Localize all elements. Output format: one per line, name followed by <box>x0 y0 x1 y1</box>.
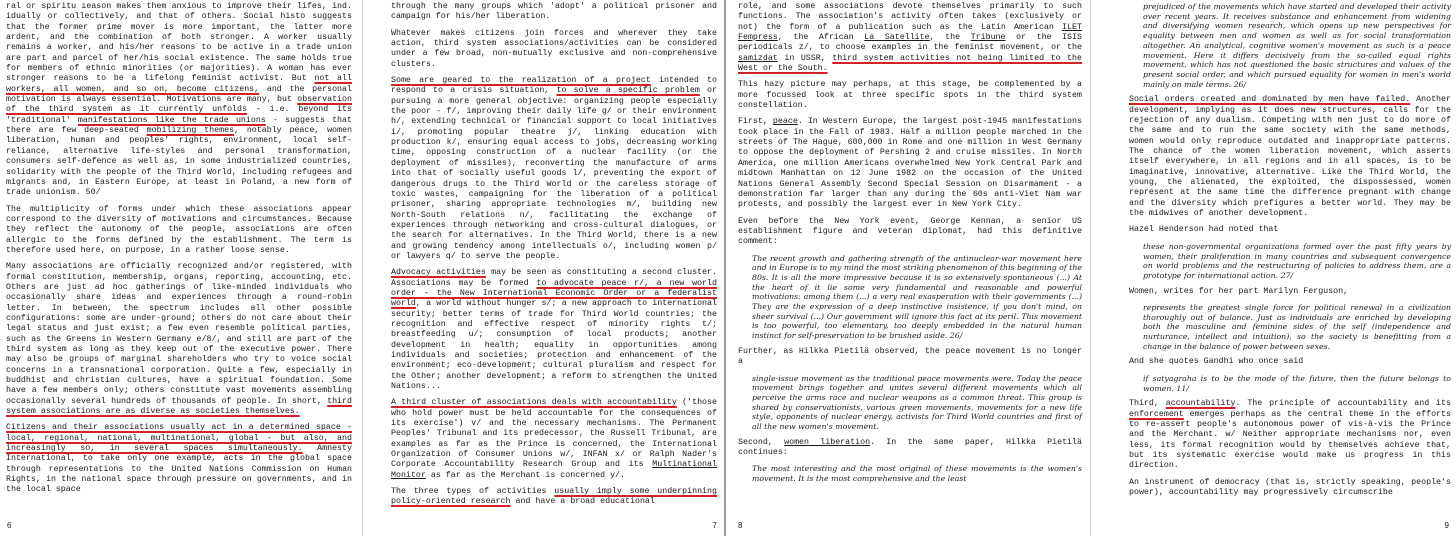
body-paragraph <box>391 76 717 262</box>
text-run: , the African <box>777 33 865 43</box>
text-run: or the ISIS periodicals z/, to choose examples in the feminist movement, or the <box>738 33 1082 53</box>
text-run: prejudiced of the movements which have started and developed their activity over recent years. It receives substance and enhancement from widening and diversifying women research, which opens up new perspectives for equality between men and women as well as for social transformation altogether. An analytical, cognitive women's movement as such is a peace movement. Here it differs decisively from the so-called equal rights movement, which has not questioned the basic structures and values of the present social order, and which pursued equality for women in men's world mainly on male terms. 26/ <box>1143 2 1451 89</box>
text-run: . The principle of accountability and its <box>1235 399 1451 409</box>
body-paragraph <box>1129 399 1451 471</box>
highlighted-phrase: Social orders created and dominated by men have failed. <box>1129 95 1411 105</box>
text-run: Third, <box>1129 399 1166 409</box>
page-number: 6 <box>7 521 12 530</box>
block-quote <box>752 254 1082 341</box>
body-paragraph <box>1129 287 1451 297</box>
text-run: Women, writes for her part Marilyn Ferguson, <box>1129 286 1349 296</box>
block-quote <box>1143 2 1451 89</box>
highlighted-phrase: third system associations are as diverse as societies themselves. <box>6 396 352 417</box>
body-paragraph <box>738 2 1082 74</box>
page-9-text-column <box>1129 2 1451 504</box>
text-run: - suggests that there are few deep-seated <box>6 115 352 136</box>
text-run: An instrument of democracy (that is, strictly speaking, people's power), accountability may progressively circumscribe <box>1129 477 1451 497</box>
underlined-title: women liberation <box>784 437 871 447</box>
highlighted-phrase: Citizens and their associations usually act in a determined space - local, regional, national, multinational, global - but also, and increasingly so, in several spaces simultaneously. <box>6 423 352 454</box>
text-run: The recent growth and gathering strength of the antinuclear-war movement here and in Europe is to my mind the most striking phenomenon of this beginning of the 80s. It is all the more impressive because it is so extensively spontaneous (...) At the heart of it lie some very fundamental and reasonable and powerful motivations: among them (...) a very real exasperation with their governments (...) They are the expression of a deep instinctive insistence, if you don't mind, on sheer survival (...) Our government will ignore this fact at its peril. This movement is too powerful, too elementary, too deeply embedded in the natural human instinct for self-preservation to be brushed aside. 26/ <box>752 253 1082 341</box>
text-run: intended to respond to a crisis situation, <box>391 76 718 96</box>
block-quote <box>1143 303 1451 352</box>
text-run: in USSR, <box>777 53 833 63</box>
text-run: ral or spiritu ıeason makes them anxious to improve their lifes, ind. idually or collectively, and that of others. Social histo suggests that the former prime mover is more important, the latter more ardent, and the combination of both stronger. A worker usually remains a worker, and his/her reasons to be active in a trade union are part and parcel of her/his social existence. The same holds true for members of ethnic minorities (or majorities). A woman has ever stronger reasons to be a lifelong feminist activist. But <box>6 2 352 84</box>
text-run: ('those who hold power must be held accountable for the consequences of its exercise') v/ and the necessary mechanisms. The Permanent Peoples' Tribunal and its predecessor, the Russell Tribunal, are examples as far as the Prince is concerned, the International Organization of Consumer Unions w/, INFAN x/ or Ralph Nader's Corporate Accountability Research Group and its <box>391 398 717 470</box>
body-paragraph <box>1129 225 1451 235</box>
body-paragraph <box>6 262 352 417</box>
highlighted-phrase: observation of the third system as it currently unfolds <box>6 95 352 115</box>
text-run: . In the same paper, Hilkka Pietilä continues: <box>738 437 1082 458</box>
page-9 <box>1090 0 1456 536</box>
highlighted-phrase: third system activities not being limited to the West or the South. <box>738 53 1082 74</box>
page-8-text-column <box>738 2 1082 490</box>
body-paragraph <box>6 205 352 257</box>
text-run: as far as the Merchant is concerned y/. <box>425 470 626 480</box>
page-number: 9 <box>1444 521 1449 530</box>
body-paragraph <box>391 487 717 508</box>
text-run: , the <box>929 33 971 43</box>
block-quote <box>752 374 1082 432</box>
text-run: or pursuing a more general objective: organizing people especially the poor - f/, improving their daily life g/ or their environment h/, extending technical or financial support to local initiatives i/, promoting popular theatre j/, linking education with production k/, ensuring equal access to jobs, decreasing working time, opposing construction of a nuclear facility (or the deployment of missiles), reconverting the manufacture of arms into that of socially useful goods l/, preventing the export of dangerous drugs to the Third World or the careless storage of toxic wastes, campaigning for the liberation of a political prisoner, sharing appropriate technologies m/, building new North-South relations n/, facilitating the exchange of experiences through networking and cross-cultural dialogues, or the search for alternatives. In the Third World, there is a new and growing tendency among intellectuals o/, including women p/ or lawyers q/ to serve the people. <box>391 86 717 261</box>
text-run: Hazel Henderson had noted that <box>1129 225 1279 235</box>
body-paragraph <box>1129 357 1451 367</box>
body-paragraph <box>6 423 352 495</box>
body-paragraph <box>391 2 717 23</box>
text-run: if satyagraha is to be the mode of the future, then the future belongs to women. 11/ <box>1143 373 1451 393</box>
body-paragraph <box>738 80 1082 111</box>
body-paragraph <box>1129 478 1451 499</box>
text-run: , a world without hunger s/; a new approach to international security; better terms of trade for Third World countries; the recognition and effective respect of minority rights t/; breastfeeding u/; consumption of local products; another development in health; equality in opportunities among individuals and societies; protection and enhancement of the environment; eco-development; cultural pluralism and respect for the Other; another development; a reform to strengthen the United Nations... <box>391 299 717 392</box>
highlighted-phrase: to advocate peace r/, a new world order - the New International Economic Order or a federalist world <box>391 278 717 309</box>
text-run: single-issue movement as the traditional peace movements were. Today the peace movement brings together and unites several different movements which all perceive the arms race and nuclear weapons as a common threat. This group is shared by conservationists, various green movements, movements for a new life style, opponents of nuclear energy, activists for Third World countries and first of all the new women's movement. <box>752 373 1082 432</box>
text-run: - i.e. beyond its 'traditional' <box>6 105 352 125</box>
highlighted-phrase: not all workers, all women, and so on, become citizens, <box>6 74 352 94</box>
underlined-title: La Satellite <box>864 33 930 43</box>
text-run: . In Western Europe, the largest post-1945 manifestations took place in the Fall of 1983. Half a million people marched in the streets of The Hague, 600,000 in Rome and one million in West Germany to oppose the deployment of Pershing 2 and cruise missiles. In North America, one million Americans overwhelmed New York Central Park and midtown Manhattan on 12 June 1982 on the occasion of the United Nations General Assembly Second Special Session on Disarmament - a demonstration far larger than any during the 60s anti-Viet Nam war protests, and possibly the largest ever in New York City. <box>738 117 1082 210</box>
text-run: these non-governmental organizations formed over the past fifty years by women, their proliferation in many countries and subsequent convergence on world problems and the restructuring of policies to address them, are a prototype for international action. 27/ <box>1143 241 1451 280</box>
text-run: Amnesty International, to take only one example, acts in the global space through representations to the United Nations Commission on Human Rights, in the national space through pressure on governments, and in the local space <box>6 444 352 495</box>
block-quote <box>1143 374 1451 393</box>
highlighted-phrase: usually imply some underpinning policy-oriented research <box>391 487 717 507</box>
text-run: and have a broad educational <box>510 497 655 507</box>
text-run: Many associations are officially recognized and/or registered, with formal constitution, membership, organs, reporting, accounting, etc. Others are just ad hoc gatherings of like-minded individuals who occasionally share ideas and experiences through a round-robin letter. In between, the spectrum includes all other possible configurations: some are under-ground; others do not care about their legal status and just exist; a few even resemble political parties, such as the Greens in Western Germany e/8/, and still are part of the third system as long as they keep out of the executive power. There may also be groups of marginal shareholders who try to voice social concerns in a transnational corporation. Quite a few, especially in buddhist and christian cultures, have a spiritual foundation. Some have a few members only; others constitute vast movements assembling occasionally several hundreds of thousands of people. In short, <box>6 262 352 406</box>
body-paragraph <box>6 2 352 199</box>
page-6 <box>0 0 362 536</box>
underlined-title: samizdat <box>738 53 778 63</box>
underlined-title: ILET Fempress <box>738 22 1082 43</box>
text-run: , notably peace, women liberation, human and peoples' rights, environment, local self-reliance, alternative life-styles and personal transformation, consumers self-defence as well as, in some industrialized countries, solidarity with the people of the Third World, including refugees and migrants and, in Eastern Europe, at least in Poland, a new form of trade unionism. 50/ <box>6 126 352 198</box>
text-run: The multiplicity of forms under which these associations appear correspond to the diversity of motivations and circumstances. Because they reflect the autonomy of the people, associations are often allergic to the forms defined by the establishment. The term is therefore used here, on purpose, in a rather loose sense. <box>6 204 352 255</box>
text-run: Second, <box>738 437 785 447</box>
text-run: may be seen as constituting a second cluster. Associations may be formed <box>391 268 717 288</box>
highlighted-phrase: Advocacy activities <box>391 268 486 278</box>
text-run: And she quotes Gandhi who once said <box>1129 357 1304 367</box>
highlighted-phrase: Some are geared to the realization of a project <box>391 76 651 86</box>
text-run: Whatever makes citizens join forces and wherever they take action, third system associations/activities can be considered under a few broad, non-mutually exclusive and non-comprehensive clusters. <box>391 28 717 69</box>
text-run: represents the greatest single force for political renewal in a civilization thoroughly out of balance. Just as individuals are enriched by developing both the masculine and feminine sides of the self (independence and nurturance, intellect and intuition), so the society is benefitting from a change in the balance of power between sexes. <box>1143 302 1451 351</box>
body-paragraph <box>391 268 717 392</box>
body-paragraph <box>738 347 1082 368</box>
body-paragraph <box>738 217 1082 248</box>
text-run: First, <box>738 117 773 127</box>
text-run: The three types of activities <box>391 487 555 497</box>
text-run: Another development, implying as it does new structures, calls for the rejection of any dualism. Competing with men just to do more of the same and to run the same society with the same methods, women would only reproduce outdated and inappropriate patterns. The chance of the women liberation movement, which asserts itself everywhere, in all regions and in all spaces, is to be imaginative, innovative, alternative. Like the Third World, the young, the alienated, the exploited, the dispossessed, women represent at the same time the difference pregnant with change and the diversity which prefigures a better world. They may be the midwives of another development. <box>1129 95 1451 219</box>
text-run: emerges perhaps as the central theme in the efforts to re-assert people's autonomous power of vis-à-vis the Prince and the Merchant. w/ Neither appropriate mechanisms nor, even less, its formal recognition would by themselves achieve that, but its systematic exercise would make us progress in this direction. <box>1129 409 1451 471</box>
text-run: Further, as Hilkka Pietilä observed, the peace movement is no longer a <box>738 346 1082 367</box>
highlighted-phrase: A third cluster of associations deals with accountability <box>391 398 677 408</box>
page-number: 8 <box>738 521 743 530</box>
highlighted-phrase: enforcement <box>1129 409 1184 419</box>
highlighted-phrase: mobilizing themes <box>146 126 235 136</box>
underlined-title: Tribune <box>970 33 1006 43</box>
highlighted-phrase: manifestations like the trade unions <box>77 115 266 125</box>
text-run: The most interesting and the most original of these movements is the women's movement. It is the most comprehensive and the least <box>752 464 1082 484</box>
page-8 <box>724 0 1092 536</box>
page-7 <box>362 0 725 536</box>
text-run: Even before the New York event, George Kennan, a senior US establishment figure and veteran diplomat, had this definitive comment: <box>738 216 1082 247</box>
block-quote <box>1143 242 1451 281</box>
text-run: through the many groups which 'adopt' a political prisoner and campaign for his/her liberation. <box>391 2 717 22</box>
text-run: role, and some associations devote themselves primarily to such functions. The association's activity often takes (exclusively or not) the form of a publication such as the Latin American <box>738 2 1082 32</box>
body-paragraph <box>391 29 717 70</box>
underlined-title: peace <box>772 117 798 127</box>
body-paragraph <box>738 438 1082 459</box>
page-6-text-column <box>6 2 352 502</box>
highlighted-phrase: to solve a specific problem <box>556 86 700 96</box>
body-paragraph <box>391 398 717 481</box>
block-quote <box>752 464 1082 483</box>
body-paragraph <box>1129 95 1451 219</box>
page-7-text-column <box>391 2 717 514</box>
text-run: and the personal motivation is always essential. Motivations are many, but <box>6 84 352 105</box>
highlighted-phrase: accountability <box>1165 399 1236 409</box>
underlined-title: Multinational Monitor <box>391 460 717 480</box>
body-paragraph <box>738 117 1082 210</box>
text-run: This hazy picture may perhaps, at this stage, be complemented by a more focussed look at three specific spots in the third system constellation. <box>738 80 1082 111</box>
page-number: 7 <box>712 521 717 530</box>
